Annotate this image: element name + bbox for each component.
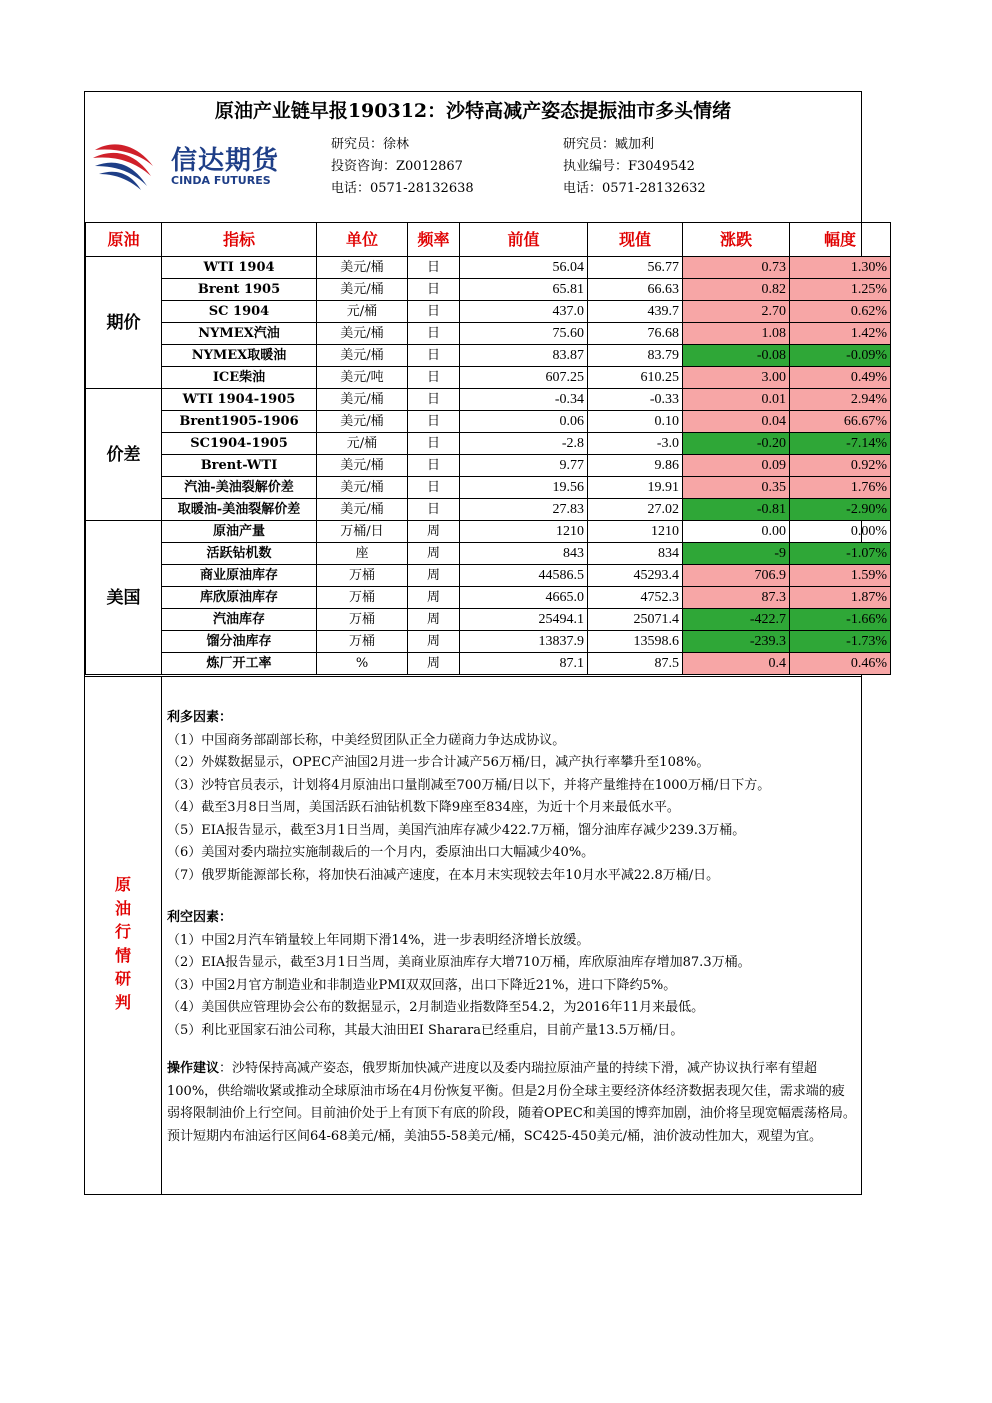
table-row [86,499,891,521]
previous-value-cell: 25494.1 [460,609,588,631]
bearish-list [167,930,857,1043]
percent-change-cell: 1.87% [790,587,891,609]
current-value-cell: 83.79 [588,345,683,367]
percent-change-cell: 0.46% [790,653,891,675]
category-cell: 美国 [86,521,162,675]
frequency-cell: 周 [408,543,460,565]
unit-cell: 美元/桶 [317,279,408,301]
header-frequency: 频率 [408,223,460,257]
change-cell: 0.73 [683,257,790,279]
table-row [86,345,891,367]
list-item: （7）俄罗斯能源部长称，将加快石油减产速度，在本月末实现较去年10月水平减22.8万桶/日。 [167,867,720,883]
indicator-cell: ICE柴油 [162,367,317,389]
list-item: （2）外媒数据显示，OPEC产油国2月进一步合计减产56万桶/日，减产执行率攀升至108%。 [167,755,710,770]
indicator-cell: SC 1904 [162,301,317,323]
frequency-cell: 日 [408,367,460,389]
unit-cell: 万桶 [317,587,408,609]
indicator-cell: 炼厂开工率 [162,653,317,675]
indicator-cell: 库欣原油库存 [162,587,317,609]
list-item: （4）截至3月8日当周，美国活跃石油钻机数下降9座至834座，为近十个月来最低水平。 [167,800,680,815]
unit-cell: 美元/吨 [317,367,408,389]
indicator-cell: WTI 1904 [162,257,317,279]
indicator-cell: Brent-WTI [162,455,317,477]
percent-change-cell: -1.73% [790,631,891,653]
unit-cell: 美元/桶 [317,389,408,411]
frequency-cell: 周 [408,521,460,543]
change-cell: 1.08 [683,323,790,345]
percent-change-cell: 66.67% [790,411,891,433]
previous-value-cell: 9.77 [460,455,588,477]
analysis-section [85,676,861,1195]
percent-change-cell: 1.25% [790,279,891,301]
current-value-cell: 19.91 [588,477,683,499]
previous-value-cell: 0.06 [460,411,588,433]
indicator-cell: SC1904-1905 [162,433,317,455]
table-row [86,323,891,345]
analyst-name: 研究员：臧加利 [563,137,655,152]
current-value-cell: 25071.4 [588,609,683,631]
frequency-cell: 日 [408,477,460,499]
list-item: （5）利比亚国家石油公司称，其最大油田EI Sharara已经重启，目前产量13.5万桶/日。 [167,1022,684,1038]
previous-value-cell: 83.87 [460,345,588,367]
indicator-cell: Brent1905-1906 [162,411,317,433]
frequency-cell: 日 [408,455,460,477]
current-value-cell: 27.02 [588,499,683,521]
table-row [86,411,891,433]
change-cell: 0.82 [683,279,790,301]
analysis-side-label: 原油行情研判 [114,875,131,1012]
change-cell: 706.9 [683,565,790,587]
header-indicator: 指标 [162,223,317,257]
table-row [86,631,891,653]
current-value-cell: 834 [588,543,683,565]
analyst-license: 执业编号：F3049542 [563,159,695,174]
unit-cell: 元/桶 [317,433,408,455]
list-item: （1）中国商务部副部长称，中美经贸团队正全力磋商力争达成协议。 [167,732,566,748]
unit-cell: 万桶 [317,631,408,653]
change-cell: 3.00 [683,367,790,389]
change-cell: -0.08 [683,345,790,367]
current-value-cell: 0.10 [588,411,683,433]
indicator-cell: 活跃钻机数 [162,543,317,565]
table-row [86,609,891,631]
header-previous: 前值 [460,223,588,257]
table-row [86,257,891,279]
change-cell: 0.04 [683,411,790,433]
table-row [86,389,891,411]
change-cell: 0.4 [683,653,790,675]
current-value-cell: 56.77 [588,257,683,279]
frequency-cell: 日 [408,411,460,433]
frequency-cell: 日 [408,389,460,411]
list-item: （6）美国对委内瑞拉实施制裁后的一个月内，委原油出口大幅减少40%。 [167,845,595,860]
table-row [86,587,891,609]
frequency-cell: 日 [408,301,460,323]
percent-change-cell: 1.30% [790,257,891,279]
change-cell: -0.81 [683,499,790,521]
company-logo [91,136,281,192]
indicator-cell: NYMEX汽油 [162,323,317,345]
previous-value-cell: 607.25 [460,367,588,389]
current-value-cell: 45293.4 [588,565,683,587]
unit-cell: 美元/桶 [317,455,408,477]
indicator-cell: 商业原油库存 [162,565,317,587]
analysis-body [167,707,857,1148]
unit-cell: 元/桶 [317,301,408,323]
frequency-cell: 周 [408,587,460,609]
table-row [86,521,891,543]
percent-change-cell: 1.59% [790,565,891,587]
page-title: 原油产业链早报190312：沙特高减产姿态提振油市多头情绪 [214,100,732,122]
logo-name: 信达期货 [171,146,280,176]
previous-value-cell: 27.83 [460,499,588,521]
category-cell: 期价 [86,257,162,389]
previous-value-cell: -2.8 [460,433,588,455]
previous-value-cell: 19.56 [460,477,588,499]
list-item: （2）EIA报告显示，截至3月1日当周，美商业原油库存大增710万桶，库欣原油库存增加87.3万桶。 [167,955,751,970]
market-data-table [85,222,891,675]
indicator-cell: 取暖油-美油裂解价差 [162,499,317,521]
change-cell: 0.35 [683,477,790,499]
table-row [86,543,891,565]
table-body [86,257,891,675]
table-header-row [86,223,891,257]
current-value-cell: 9.86 [588,455,683,477]
previous-value-cell: 75.60 [460,323,588,345]
unit-cell: 美元/桶 [317,257,408,279]
table-row [86,477,891,499]
unit-cell: 万桶 [317,609,408,631]
list-item: （4）美国供应管理协会公布的数据显示，2月制造业指数降至54.2，为2016年11月来最低。 [167,1000,705,1015]
previous-value-cell: 56.04 [460,257,588,279]
percent-change-cell: 2.94% [790,389,891,411]
frequency-cell: 日 [408,499,460,521]
advice-title: 操作建议 [167,1061,220,1076]
percent-change-cell: 0.49% [790,367,891,389]
category-cell: 价差 [86,389,162,521]
bearish-title: 利空因素： [167,910,233,925]
change-cell: 0.09 [683,455,790,477]
table-row [86,367,891,389]
table-row [86,433,891,455]
current-value-cell: 13598.6 [588,631,683,653]
analysis-side-column [85,677,162,1195]
current-value-cell: 66.63 [588,279,683,301]
list-item: （3）沙特官员表示，计划将4月原油出口量削减至700万桶/日以下，并将产量维持在1000万桶/日下方。 [167,777,771,793]
table-row [86,279,891,301]
unit-cell: 万桶/日 [317,521,408,543]
current-value-cell: -3.0 [588,433,683,455]
unit-cell: 美元/桶 [317,323,408,345]
analyst-phone: 电话：0571-28132632 [563,181,706,196]
frequency-cell: 周 [408,631,460,653]
list-item: （5）EIA报告显示，截至3月1日当周，美国汽油库存减少422.7万桶，馏分油库存减少239.3万桶。 [167,822,746,838]
unit-cell: % [317,653,408,675]
current-value-cell: 610.25 [588,367,683,389]
table-row [86,565,891,587]
change-cell: 0.01 [683,389,790,411]
unit-cell: 美元/桶 [317,411,408,433]
change-cell: -0.20 [683,433,790,455]
percent-change-cell: 0.92% [790,455,891,477]
frequency-cell: 日 [408,323,460,345]
percent-change-cell: -7.14% [790,433,891,455]
previous-value-cell: 13837.9 [460,631,588,653]
frequency-cell: 日 [408,433,460,455]
indicator-cell: 汽油库存 [162,609,317,631]
advice-paragraph [167,1058,857,1148]
indicator-cell: Brent 1905 [162,279,317,301]
advice-text: ：沙特保持高减产姿态，俄罗斯加快减产进度以及委内瑞拉原油产量的持续下滑，减产协议执行率有望超100%，供给端收紧或推动全球原油市场在4月份恢复平衡。但是2月份全球主要经济体经济数据表现欠佳，需求端的疲弱将限制油价上行空间。目前油价处于上有顶下有底的阶段，随着OPEC和美国的博弈加剧，油价将呈现宽幅震荡格局。预计短期内布油运行区间64-68美元/桶，美油55-58美元/桶，SC425-450美元/桶，油价波动性加大，观望为宜。 [167,1061,856,1144]
frequency-cell: 周 [408,565,460,587]
current-value-cell: -0.33 [588,389,683,411]
table-row [86,653,891,675]
logo-english: CINDA FUTURES [171,174,271,187]
unit-cell: 美元/桶 [317,499,408,521]
list-item: （3）中国2月官方制造业和非制造业PMI双双回落，出口下降近21%，进口下降约5%。 [167,977,677,993]
frequency-cell: 周 [408,653,460,675]
analyst-info-right [563,134,706,200]
indicator-cell: 汽油-美油裂解价差 [162,477,317,499]
percent-change-cell: -0.09% [790,345,891,367]
frequency-cell: 日 [408,345,460,367]
percent-change-cell: 0.00% [790,521,891,543]
header-change: 涨跌 [683,223,790,257]
percent-change-cell: 1.42% [790,323,891,345]
current-value-cell: 76.68 [588,323,683,345]
bullish-list [167,730,857,888]
unit-cell: 美元/桶 [317,345,408,367]
previous-value-cell: 4665.0 [460,587,588,609]
analyst-info-left [331,134,474,200]
current-value-cell: 1210 [588,521,683,543]
previous-value-cell: -0.34 [460,389,588,411]
cinda-swoosh-icon [91,136,161,192]
frequency-cell: 日 [408,279,460,301]
table-row [86,301,891,323]
unit-cell: 万桶 [317,565,408,587]
header-percent: 幅度 [790,223,891,257]
table-row [86,455,891,477]
change-cell: 2.70 [683,301,790,323]
previous-value-cell: 437.0 [460,301,588,323]
current-value-cell: 87.5 [588,653,683,675]
percent-change-cell: -2.90% [790,499,891,521]
frequency-cell: 日 [408,257,460,279]
change-cell: 0.00 [683,521,790,543]
previous-value-cell: 843 [460,543,588,565]
indicator-cell: 馏分油库存 [162,631,317,653]
indicator-cell: NYMEX取暖油 [162,345,317,367]
report-sheet [84,91,887,1195]
unit-cell: 座 [317,543,408,565]
list-item: （1）中国2月汽车销量较上年同期下滑14%，进一步表明经济增长放缓。 [167,932,590,948]
change-cell: 87.3 [683,587,790,609]
indicator-cell: WTI 1904-1905 [162,389,317,411]
percent-change-cell: -1.66% [790,609,891,631]
previous-value-cell: 1210 [460,521,588,543]
header-category: 原油 [86,223,162,257]
frequency-cell: 周 [408,609,460,631]
previous-value-cell: 87.1 [460,653,588,675]
current-value-cell: 439.7 [588,301,683,323]
change-cell: -239.3 [683,631,790,653]
analyst-license: 投资咨询：Z0012867 [331,159,463,174]
previous-value-cell: 44586.5 [460,565,588,587]
header-current: 现值 [588,223,683,257]
analyst-name: 研究员：徐林 [331,137,410,152]
previous-value-cell: 65.81 [460,279,588,301]
change-cell: -422.7 [683,609,790,631]
percent-change-cell: -1.07% [790,543,891,565]
header-unit: 单位 [317,223,408,257]
unit-cell: 美元/桶 [317,477,408,499]
indicator-cell: 原油产量 [162,521,317,543]
change-cell: -9 [683,543,790,565]
percent-change-cell: 1.76% [790,477,891,499]
current-value-cell: 4752.3 [588,587,683,609]
analyst-phone: 电话：0571-28132638 [331,181,474,196]
bullish-title: 利多因素： [167,710,233,725]
percent-change-cell: 0.62% [790,301,891,323]
